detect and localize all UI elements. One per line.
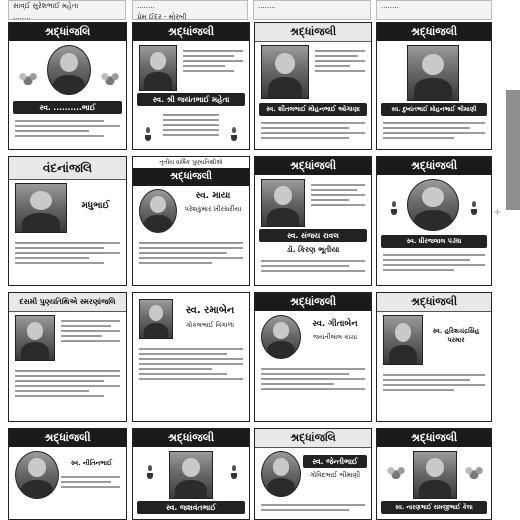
- family-list: [15, 367, 120, 400]
- ad-body: [15, 117, 120, 140]
- ad-title: શ્રદ્ધાંજલિ: [255, 429, 371, 448]
- deceased-name: સ્વ. દુષ્યંતભાઈ મોહનભાઈ ભીમાણી: [381, 103, 487, 116]
- deceased-name: સ્વ. શીતલભાઈ મોહનભાઈ ઓગાણા: [259, 103, 367, 116]
- lamp-icon: [471, 201, 477, 215]
- portrait-photo: [139, 299, 173, 339]
- family-list: [163, 111, 219, 139]
- deceased-name: સ્વ. જશવંતભાઈ: [137, 501, 245, 514]
- scrollbar-thumb[interactable]: [506, 90, 520, 210]
- deceased-name: સ્વ. નીતિનભાઈ: [70, 459, 113, 467]
- portrait-photo: [15, 183, 67, 233]
- ad-title: શ્રદ્ધાંજલિ: [9, 23, 126, 41]
- ad-body: [311, 181, 365, 209]
- obituary-ad-b4[interactable]: [376, 156, 492, 286]
- lamp-icon: [145, 127, 151, 141]
- ad-body: [139, 345, 243, 383]
- lamp-icon: [391, 201, 397, 215]
- deceased-surname: જયંતીલાલ કાચા: [312, 333, 358, 341]
- obituary-ad-d1[interactable]: [8, 428, 127, 520]
- deceased-name: સ્વ. નારણભાઈ રામજીભાઈ કૈલા: [381, 501, 487, 514]
- family-member-name: ડૉ. કિરણ ભૂતીયા: [286, 245, 340, 254]
- ad-body: [261, 501, 365, 514]
- portrait-photo: [407, 179, 459, 231]
- flowers-icon: [383, 465, 409, 479]
- ad-title: શ્રદ્ધાંજલી: [9, 429, 126, 447]
- family-list: [383, 119, 485, 142]
- obituary-ad-b1[interactable]: [8, 156, 127, 286]
- obituary-ad-a4[interactable]: [376, 22, 492, 150]
- portrait-photo: [47, 45, 91, 95]
- deceased-name: સ્વ. હરિશચંદ્રસિંહ પરમાર: [432, 327, 480, 344]
- obituary-ad-d2[interactable]: [132, 428, 250, 520]
- portrait-photo: [261, 315, 301, 359]
- deceased-name: સ્વ. ધીરજલાલ પંડ્યા: [381, 235, 487, 248]
- obituary-ad-c3[interactable]: [254, 292, 372, 422]
- ad-body: [15, 239, 120, 267]
- portrait-photo: [139, 189, 177, 233]
- portrait-photo: [413, 451, 457, 499]
- portrait-photo: [169, 451, 213, 499]
- ad-title: દસમી પુણ્યતિથિએ સ્મરણાંજલિ: [9, 293, 126, 312]
- portrait-photo: [261, 179, 305, 227]
- portrait-photo: [261, 45, 309, 99]
- ad-title: શ્રદ્ધાંજલી: [133, 168, 249, 186]
- top-strip-4: ........: [376, 0, 492, 20]
- ad-title: શ્રદ્ધાંજલી: [377, 157, 491, 175]
- obituary-ad-d4[interactable]: [376, 428, 492, 520]
- ad-title: શ્રદ્ધાંજલી: [377, 429, 491, 447]
- family-list: [261, 119, 365, 142]
- lamp-icon: [147, 465, 153, 479]
- lamp-icon: [231, 465, 237, 479]
- deceased-name: સ્વ. શ્રી જયંતભાઈ મહેતા: [137, 93, 245, 106]
- flowers-icon: [97, 71, 123, 85]
- anniversary-heading: તૃતીય વાર્ષિક પુણ્યતિથીએ: [159, 159, 223, 166]
- obituary-ad-c2[interactable]: [132, 292, 250, 422]
- deceased-name: સ્વ. ..........ભાઈ: [13, 101, 122, 114]
- portrait-photo: [15, 315, 55, 361]
- obituary-ad-b3[interactable]: [254, 156, 372, 286]
- ad-title: વંદનાંજલિ: [9, 157, 126, 180]
- flowers-icon: [15, 71, 41, 85]
- flowers-icon: [461, 465, 487, 479]
- ad-body: [315, 47, 365, 75]
- family-list: [383, 251, 485, 274]
- deceased-surname: પરેશકુમાર ખીરસરીયા: [184, 205, 242, 213]
- scrollbar-track[interactable]: [498, 0, 520, 520]
- portrait-photo: [261, 451, 301, 497]
- deceased-name: મધુભાઈ: [81, 201, 110, 211]
- ad-title: શ્રદ્ધાંજલી: [255, 23, 371, 42]
- ad-title: શ્રદ્ધાંજલી: [255, 157, 371, 175]
- lamp-icon: [231, 127, 237, 141]
- obituary-ad-a1[interactable]: [8, 22, 127, 150]
- family-list: [383, 371, 485, 394]
- obituary-ad-d3[interactable]: [254, 428, 372, 520]
- family-list: [261, 365, 365, 393]
- obituary-ad-a3[interactable]: [254, 22, 372, 150]
- family-list: [261, 257, 365, 275]
- deceased-name: સ્વ. રમાબેન: [185, 305, 235, 316]
- deceased-surname: ગોકલભાઈ વિંગાળા: [185, 321, 235, 329]
- zoom-in-icon[interactable]: +: [493, 207, 502, 218]
- ad-title: શ્રદ્ધાંજલી: [133, 23, 249, 41]
- top-strip-2: ........ પ્રેમ ઈંદર - મોરબી: [132, 0, 248, 20]
- ad-body: [61, 317, 120, 345]
- portrait-photo: [383, 315, 423, 365]
- obituary-ad-c1[interactable]: [8, 292, 127, 422]
- family-list: [139, 239, 243, 267]
- deceased-name: સ્વ. જેન્તીભાઈ: [303, 455, 367, 468]
- obituary-ad-a2[interactable]: [132, 22, 250, 150]
- portrait-photo: [407, 45, 459, 101]
- portrait-photo: [15, 451, 59, 499]
- deceased-name: સ્વ. સંજય રાવલ: [259, 229, 367, 242]
- obituary-ad-c4[interactable]: [376, 292, 492, 422]
- ad-title: શ્રદ્ધાંજલી: [377, 23, 491, 41]
- ad-title: શ્રદ્ધાંજલી: [377, 293, 491, 312]
- top-strip-3: ........: [253, 0, 371, 20]
- ad-body: [183, 47, 243, 75]
- deceased-name: સ્વ. માયા: [195, 191, 231, 201]
- deceased-surname: ગોવિંદભાઈ ભીમાણી: [309, 471, 361, 479]
- obituary-ad-b2[interactable]: [132, 156, 250, 286]
- ad-title: શ્રદ્ધાંજલી: [255, 293, 371, 311]
- ad-body: [61, 473, 120, 491]
- top-strip-1: સાવ્ઈ સુરેશભાઈ મહેતા ........: [8, 0, 126, 20]
- deceased-name: સ્વ. ગીતાબેન: [312, 319, 358, 329]
- portrait-photo: [139, 45, 177, 91]
- ad-title: શ્રદ્ધાંજલી: [133, 429, 249, 447]
